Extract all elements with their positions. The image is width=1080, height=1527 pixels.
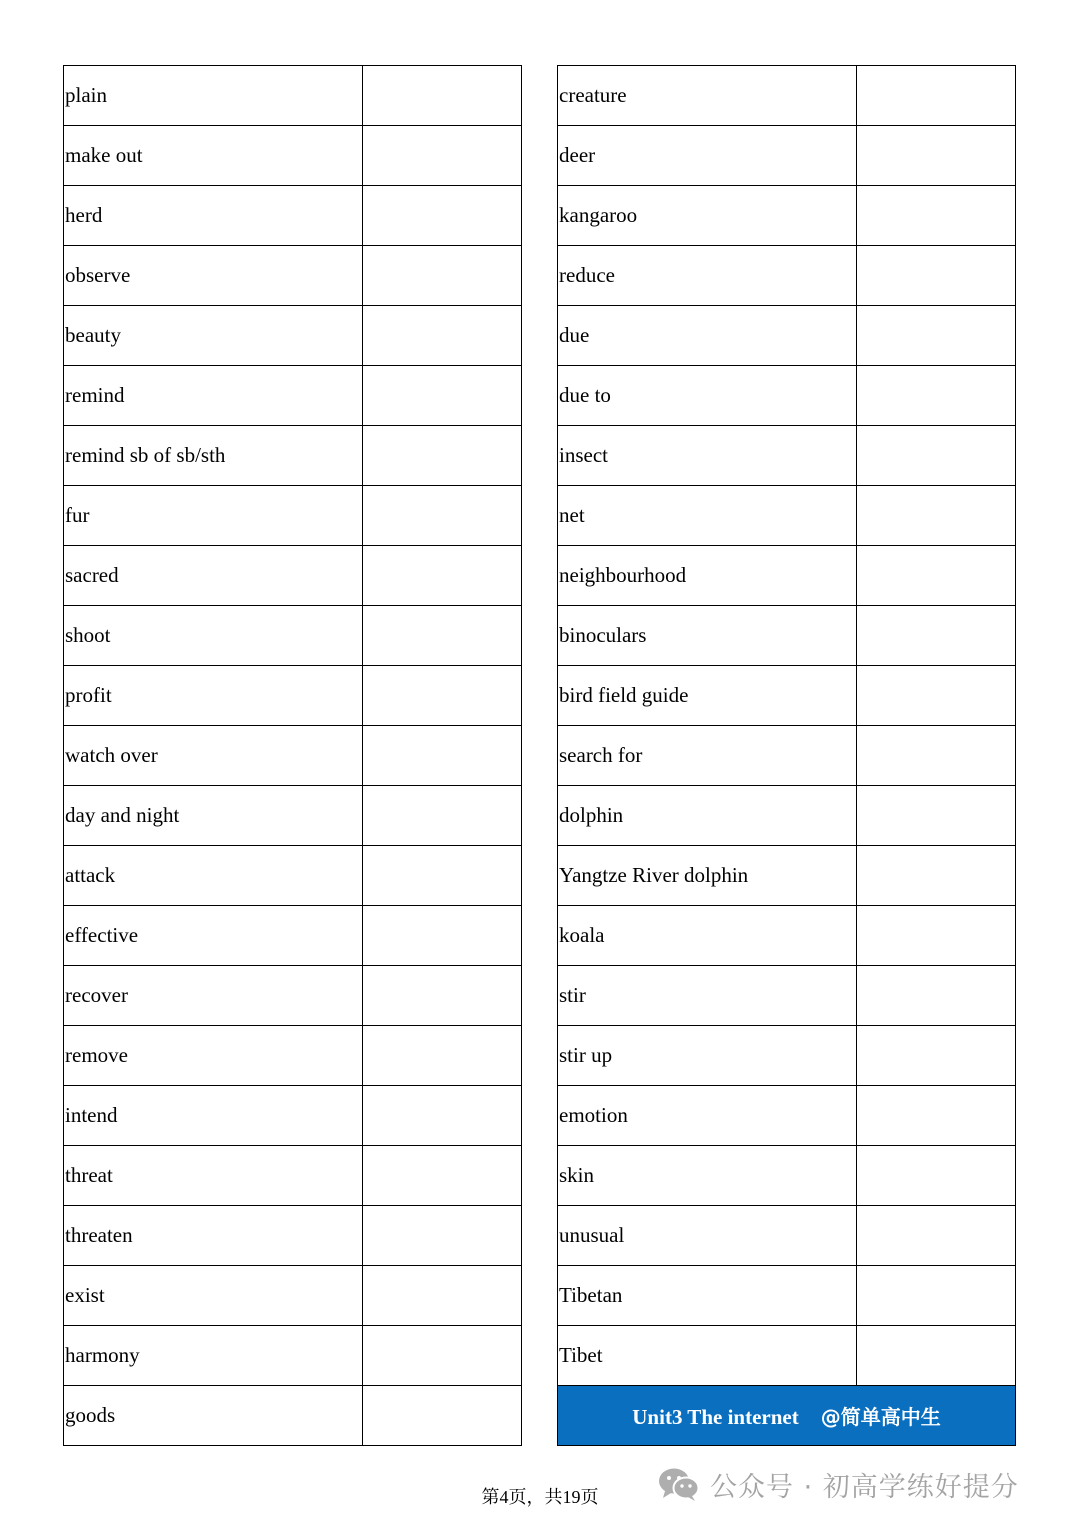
right-vocab-row	[558, 486, 1016, 546]
vocab-word: reduce	[558, 246, 857, 306]
vocab-word: shoot	[64, 606, 363, 666]
left-vocab-row	[64, 1326, 522, 1386]
vocab-word: neighbourhood	[558, 546, 857, 606]
vocab-word: due to	[558, 366, 857, 426]
vocab-word: effective	[64, 906, 363, 966]
answer-blank	[857, 1026, 1016, 1086]
vocab-word: threaten	[64, 1206, 363, 1266]
left-vocab-row	[64, 726, 522, 786]
answer-blank	[857, 1146, 1016, 1206]
answer-blank	[363, 1206, 522, 1266]
right-vocab-row	[558, 306, 1016, 366]
vocab-word: remind	[64, 366, 363, 426]
answer-blank	[363, 546, 522, 606]
vocab-word: net	[558, 486, 857, 546]
watermark-text: 公众号 · 初高学练好提分	[710, 1471, 1019, 1503]
vocab-word: Tibet	[558, 1326, 857, 1386]
vocab-word: kangaroo	[558, 186, 857, 246]
vocab-word: Tibetan	[558, 1266, 857, 1326]
right-vocab-row	[558, 966, 1016, 1026]
right-vocab-row	[558, 66, 1016, 126]
vocab-word: emotion	[558, 1086, 857, 1146]
vocab-word: day and night	[64, 786, 363, 846]
answer-blank	[363, 606, 522, 666]
vocab-word: threat	[64, 1146, 363, 1206]
left-vocab-row	[64, 1086, 522, 1146]
left-vocab-row	[64, 126, 522, 186]
answer-blank	[363, 126, 522, 186]
vocab-word: profit	[64, 666, 363, 726]
left-vocab-row	[64, 246, 522, 306]
left-vocab-row	[64, 666, 522, 726]
vocab-word: exist	[64, 1266, 363, 1326]
left-vocab-row	[64, 366, 522, 426]
vocab-word: recover	[64, 966, 363, 1026]
vocab-word: watch over	[64, 726, 363, 786]
right-vocab-row	[558, 1146, 1016, 1206]
vocab-word: stir	[558, 966, 857, 1026]
left-vocab-row	[64, 966, 522, 1026]
left-vocab-row	[64, 606, 522, 666]
vocab-word: attack	[64, 846, 363, 906]
left-vocab-row	[64, 1146, 522, 1206]
answer-blank	[363, 306, 522, 366]
answer-blank	[363, 906, 522, 966]
answer-blank	[363, 726, 522, 786]
vocab-word: observe	[64, 246, 363, 306]
vocab-word: sacred	[64, 546, 363, 606]
answer-blank	[857, 426, 1016, 486]
vocab-word: goods	[64, 1386, 363, 1446]
answer-blank	[857, 846, 1016, 906]
right-vocab-row	[558, 1326, 1016, 1386]
right-vocab-row	[558, 126, 1016, 186]
answer-blank	[857, 246, 1016, 306]
answer-blank	[857, 66, 1016, 126]
banner-handle: @简单高中生	[820, 1405, 941, 1429]
vocab-word: herd	[64, 186, 363, 246]
answer-blank	[363, 1026, 522, 1086]
answer-blank	[363, 786, 522, 846]
right-vocab-row	[558, 606, 1016, 666]
left-vocab-row	[64, 906, 522, 966]
left-vocab-row	[64, 1386, 522, 1446]
vocab-word: due	[558, 306, 857, 366]
answer-blank	[857, 546, 1016, 606]
answer-blank	[857, 966, 1016, 1026]
answer-blank	[857, 486, 1016, 546]
right-vocab-row	[558, 1266, 1016, 1326]
unit-banner	[558, 1386, 1016, 1446]
vocab-word: stir up	[558, 1026, 857, 1086]
answer-blank	[363, 1086, 522, 1146]
answer-blank	[857, 306, 1016, 366]
answer-blank	[363, 486, 522, 546]
right-vocab-row	[558, 366, 1016, 426]
answer-blank	[857, 186, 1016, 246]
unit-title: Unit3 The internet	[632, 1405, 799, 1429]
right-vocab-row	[558, 546, 1016, 606]
answer-blank	[363, 366, 522, 426]
vocab-word: binoculars	[558, 606, 857, 666]
left-vocab-row	[64, 1026, 522, 1086]
left-vocab-row	[64, 786, 522, 846]
vocab-word: fur	[64, 486, 363, 546]
vocab-word: remove	[64, 1026, 363, 1086]
vocab-word: unusual	[558, 1206, 857, 1266]
wechat-icon	[658, 1466, 700, 1502]
answer-blank	[857, 906, 1016, 966]
answer-blank	[857, 666, 1016, 726]
left-vocab-row	[64, 66, 522, 126]
vocab-word: koala	[558, 906, 857, 966]
right-vocab-row	[558, 426, 1016, 486]
vocab-word: creature	[558, 66, 857, 126]
vocab-word: dolphin	[558, 786, 857, 846]
answer-blank	[363, 1266, 522, 1326]
answer-blank	[363, 426, 522, 486]
answer-blank	[363, 186, 522, 246]
answer-blank	[363, 966, 522, 1026]
watermark	[658, 1462, 1019, 1506]
answer-blank	[363, 666, 522, 726]
answer-blank	[857, 1086, 1016, 1146]
vocab-word: skin	[558, 1146, 857, 1206]
vocab-word: beauty	[64, 306, 363, 366]
left-vocab-row	[64, 186, 522, 246]
vocab-word: search for	[558, 726, 857, 786]
vocab-word: bird field guide	[558, 666, 857, 726]
right-vocab-row	[558, 186, 1016, 246]
left-vocab-row	[64, 426, 522, 486]
answer-blank	[363, 846, 522, 906]
answer-blank	[363, 1326, 522, 1386]
answer-blank	[857, 1206, 1016, 1266]
answer-blank	[857, 366, 1016, 426]
right-vocab-row	[558, 906, 1016, 966]
vocab-word: harmony	[64, 1326, 363, 1386]
left-vocab-row	[64, 1266, 522, 1326]
answer-blank	[857, 726, 1016, 786]
right-vocab-row	[558, 1206, 1016, 1266]
right-vocab-row	[558, 726, 1016, 786]
vocab-word: deer	[558, 126, 857, 186]
right-vocab-row	[558, 846, 1016, 906]
answer-blank	[857, 1326, 1016, 1386]
answer-blank	[363, 1146, 522, 1206]
vocab-word: Yangtze River dolphin	[558, 846, 857, 906]
vocab-word: plain	[64, 66, 363, 126]
vocab-word: insect	[558, 426, 857, 486]
answer-blank	[857, 1266, 1016, 1326]
answer-blank	[857, 786, 1016, 846]
left-vocab-row	[64, 486, 522, 546]
page-number: 第4页，共19页	[481, 1487, 599, 1507]
answer-blank	[363, 246, 522, 306]
left-vocab-table	[63, 65, 522, 1446]
right-vocab-row	[558, 786, 1016, 846]
vocab-word: make out	[64, 126, 363, 186]
left-vocab-row	[64, 546, 522, 606]
right-vocab-row	[558, 1086, 1016, 1146]
answer-blank	[857, 606, 1016, 666]
answer-blank	[857, 126, 1016, 186]
right-vocab-row	[558, 666, 1016, 726]
vocab-word: intend	[64, 1086, 363, 1146]
left-vocab-row	[64, 846, 522, 906]
right-vocab-table	[557, 65, 1016, 1446]
right-vocab-row	[558, 246, 1016, 306]
vocab-word: remind sb of sb/sth	[64, 426, 363, 486]
left-vocab-row	[64, 306, 522, 366]
left-vocab-row	[64, 1206, 522, 1266]
unit-banner-row	[558, 1386, 1016, 1446]
answer-blank	[363, 1386, 522, 1446]
answer-blank	[363, 66, 522, 126]
right-vocab-row	[558, 1026, 1016, 1086]
